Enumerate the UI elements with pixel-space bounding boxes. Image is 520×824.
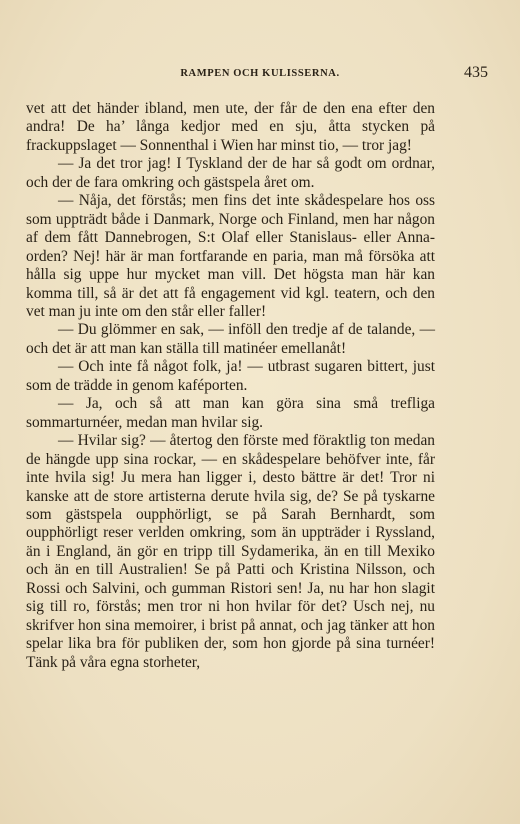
running-title: RAMPEN OCH KULISSERNA. <box>180 68 340 79</box>
running-head <box>28 64 492 86</box>
paragraph: — Ja det tror jag! I Tyskland der de har så godt om ordnar, och der de fara omkring och gästspela året om. <box>26 155 435 191</box>
paragraph: vet att det händer ibland, men ute, der får de den ena efter den andra! De ha’ långa kedjor med en sju, åtta stycken på frackuppslaget — Sonnenthal i Wien har minst tio, — tror jag! <box>26 100 435 154</box>
paragraph: — Du glömmer en sak, — inföll den tredje af de talande, — och det är att man kan ställa till matinéer emellanåt! <box>26 321 435 357</box>
paragraph: — Hvilar sig? — återtog den förste med föraktlig ton medan de hängde upp sina rockar, — en skådespelare behöfver inte, får inte hvila sig! Ju mera han ligger i, desto bättre är det! Tror ni kanske att de store artisterna derute hvila sig, de? Se på tyskarne som gästspela oupphörligt, se på Sarah Bernhardt, som oupphörligt reser verlden omkring, som än uppträder i Ryssland, än i England, än gör en tripp till Sydamerika, än en till Mexiko och än en till Australien! Se på Patti och Kristina Nilsson, och Rossi och Salvini, och gumman Ristori sen! Ja, nu har hon slagit sig till ro, förstås; men tror ni hon hvilar för det? Usch nej, nu skrifver hon sina memoirer, i brist på annat, och jag tänker att hon spelar lika bra för publiken der, som hon gjorde på sina turnéer! Tänk på våra egna storheter, <box>26 432 435 671</box>
body-text <box>26 100 435 672</box>
paragraph: — Ja, och så att man kan göra sina små trefliga sommarturnéer, medan man hvilar sig. <box>26 395 435 431</box>
page-number: 435 <box>464 64 488 81</box>
paragraph: — Nåja, det förstås; men fins det inte skådespelare hos oss som uppträdt både i Danmark, Norge och Finland, men har någon af dem fått Dannebrogen, S:t Olaf eller Stanislaus- eller Anna-orden? Nej! här är man fortfarande en paria, man må försöka att hålla sig uppe hur mycket man vill. Det högsta man här kan komma till, så är det att få engagement vid kgl. teatern, och den vet man ju inte om den står eller faller! <box>26 192 435 320</box>
paragraph: — Och inte få något folk, ja! — utbrast sugaren bittert, just som de trädde in genom kaféporten. <box>26 358 435 394</box>
